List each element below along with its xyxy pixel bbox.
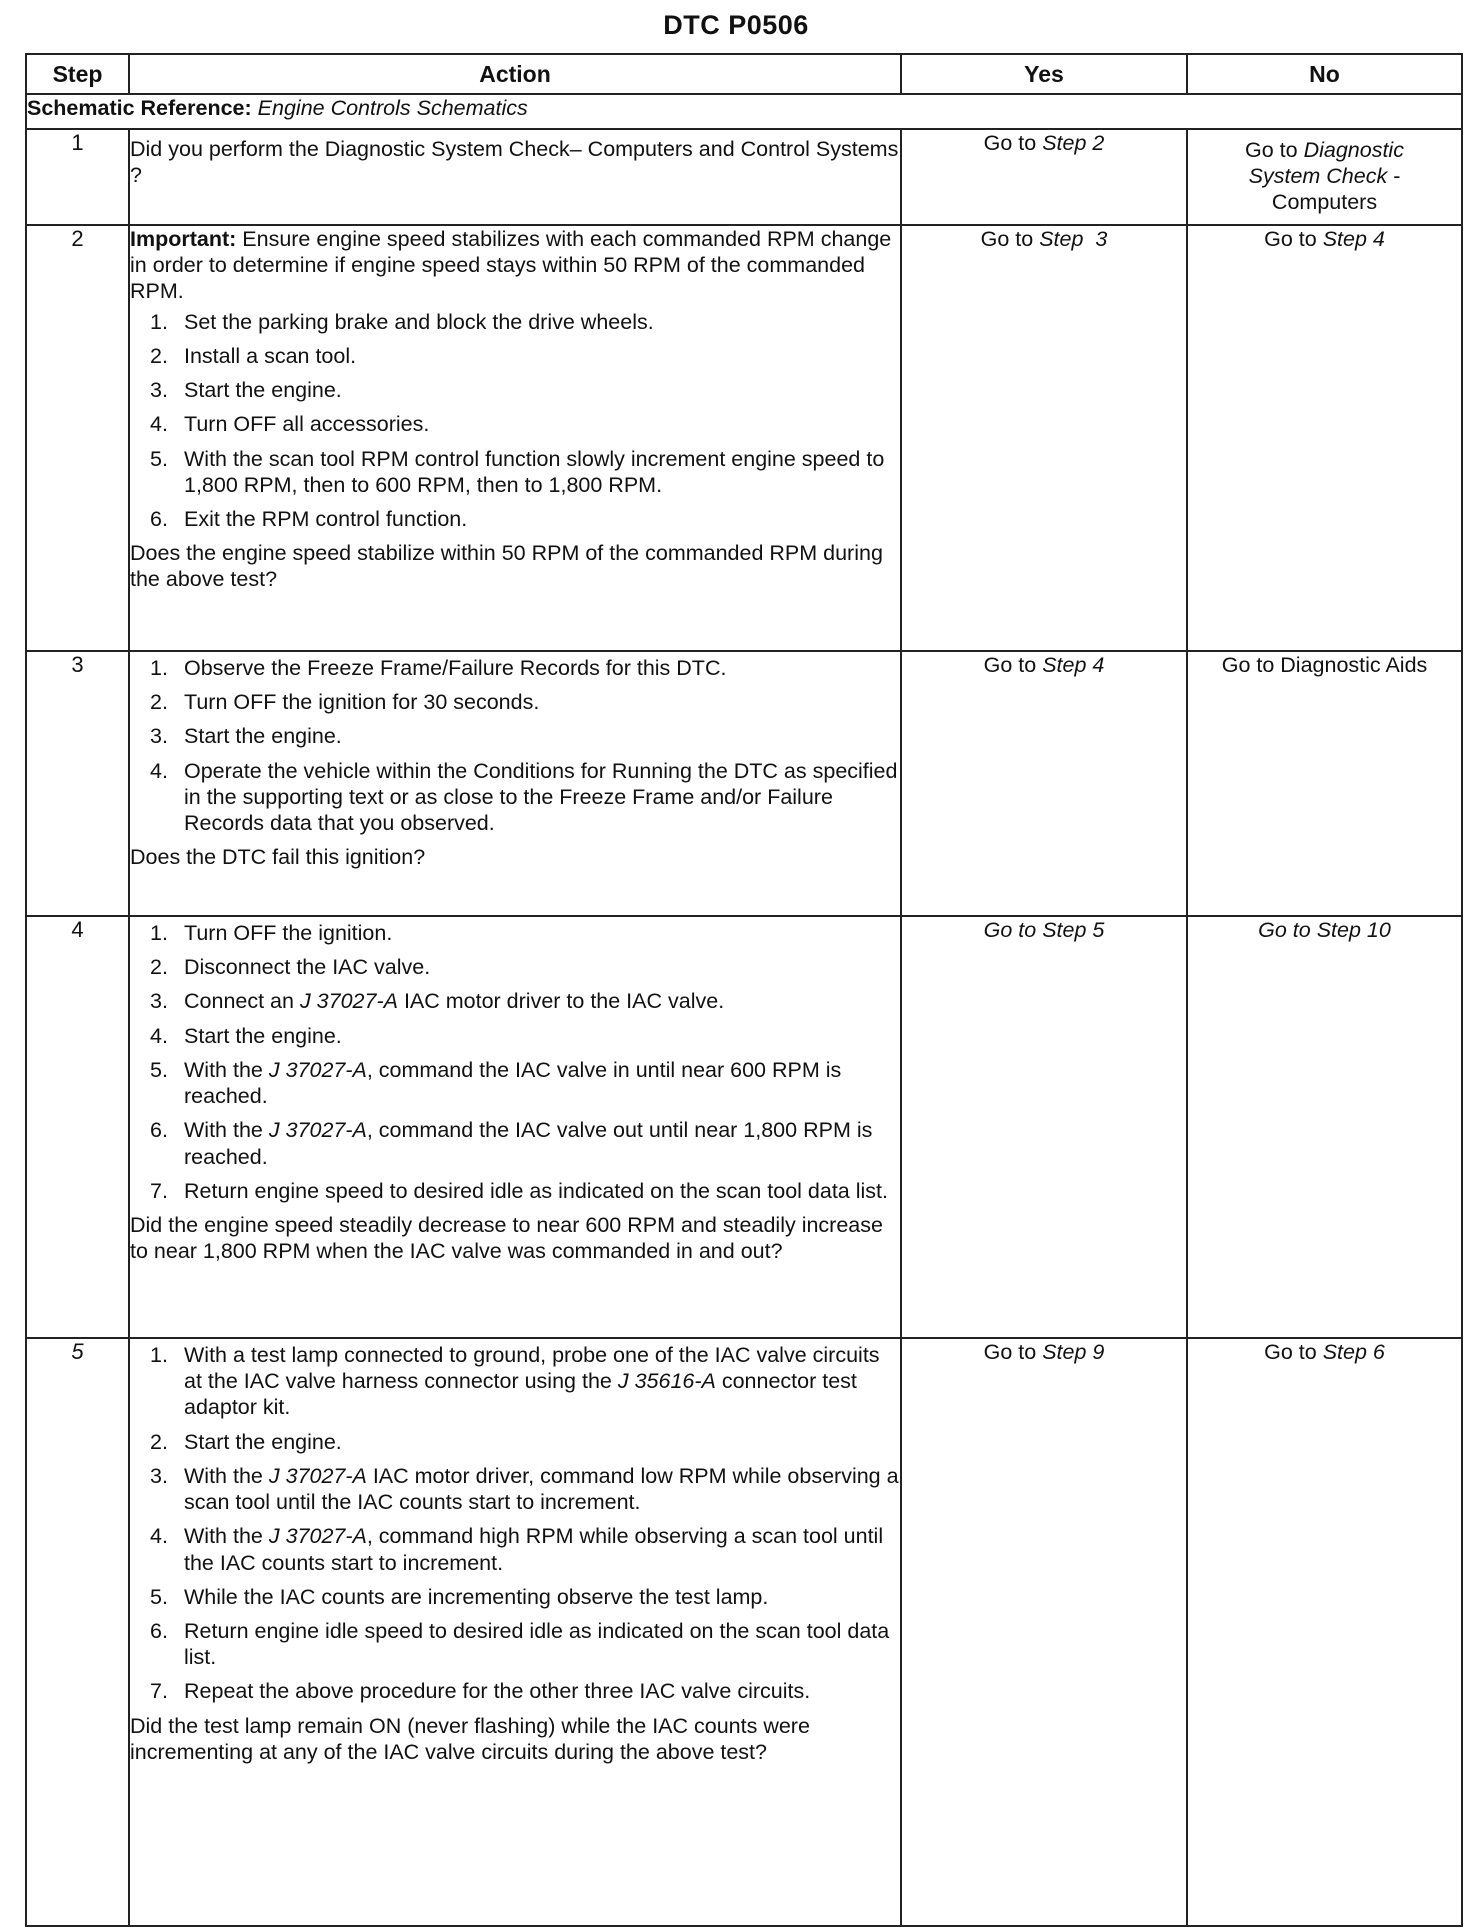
item-text: Set the parking brake and block the drive wheels. <box>184 309 654 334</box>
item-number: 3. <box>150 989 168 1014</box>
item-number: 5. <box>150 446 168 471</box>
list-item <box>130 988 900 1014</box>
step-list <box>130 920 900 1204</box>
item-number: 4. <box>150 412 168 437</box>
header-yes: Yes <box>901 54 1187 94</box>
item-text: Turn OFF the ignition. <box>184 921 393 945</box>
tool-ref: J 37027-A <box>268 1057 367 1082</box>
item-text: With the <box>184 1118 269 1143</box>
item-number: 3. <box>150 724 168 749</box>
tool-ref: J 37027-A <box>268 1524 367 1549</box>
important-note <box>130 226 900 305</box>
item-text: Start the engine. <box>184 724 342 749</box>
step-question: Does the engine speed stabilize within 50 RPM of the commanded RPM during the above test? <box>130 541 883 592</box>
yes-prefix: Go to <box>980 227 1040 251</box>
table-row <box>26 651 1462 916</box>
item-number: 5. <box>150 1584 168 1609</box>
yes-text: Go to Step 5 <box>983 918 1105 942</box>
yes-step: Step 9 <box>1042 1340 1105 1364</box>
header-step: Step <box>26 54 129 94</box>
item-number: 7. <box>150 1679 168 1704</box>
item-number: 5. <box>150 1057 168 1082</box>
item-number: 2. <box>150 343 168 368</box>
item-number: 1. <box>150 921 168 945</box>
item-number: 4. <box>150 1524 168 1549</box>
table-row <box>26 1338 1462 1926</box>
item-text: With the <box>184 1057 269 1082</box>
list-item <box>130 1429 900 1455</box>
item-number: 6. <box>150 1118 168 1143</box>
list-item <box>130 1178 900 1204</box>
list-item <box>130 758 900 837</box>
no-prefix: Go to <box>1264 227 1323 251</box>
item-text: Exit the RPM control function. <box>184 506 468 531</box>
list-item <box>130 343 900 369</box>
step-number: 4 <box>26 916 129 1338</box>
tool-ref: J 37027-A <box>299 989 398 1014</box>
step-question: Did the engine speed steadily decrease to near 600 RPM and steadily increase to near 1,800 RPM when the IAC valve was commanded in and out? <box>130 1212 883 1264</box>
list-item <box>130 655 900 681</box>
no-link-2: System Check <box>1248 163 1388 188</box>
list-item <box>130 446 900 498</box>
action-cell <box>129 225 901 651</box>
item-number: 4. <box>150 758 168 783</box>
list-item <box>130 1618 900 1670</box>
no-suffix-2: Computers <box>1271 189 1378 214</box>
item-text: Observe the Freeze Frame/Failure Records for this DTC. <box>184 656 727 680</box>
item-number: 3. <box>150 378 168 403</box>
yes-cell <box>901 916 1187 1338</box>
item-number: 2. <box>150 1429 168 1454</box>
item-number: 7. <box>150 1178 168 1203</box>
item-text: IAC motor driver to the IAC valve. <box>397 989 725 1014</box>
list-item <box>130 411 900 437</box>
item-text: Start the engine. <box>184 1023 342 1048</box>
no-cell <box>1187 1338 1462 1926</box>
page-title: DTC P0506 <box>663 10 809 40</box>
item-text: , command the IAC valve out until near 1,800 RPM is reached. <box>184 1118 873 1169</box>
yes-cell <box>901 225 1187 651</box>
action-cell <box>129 916 901 1338</box>
step-question: Did the test lamp remain ON (never flashing) while the IAC counts were incrementing at any of the IAC valve circuits during the above test? <box>130 1713 810 1764</box>
item-text: While the IAC counts are incrementing observe the test lamp. <box>184 1584 769 1609</box>
no-text: Go to Step 10 <box>1258 918 1391 942</box>
list-item <box>130 689 900 715</box>
table-row <box>26 916 1462 1338</box>
item-number: 1. <box>150 1343 168 1367</box>
list-item <box>130 377 900 403</box>
item-text: IAC motor driver, command low RPM while observing a scan tool until the IAC counts start to increment. <box>184 1463 899 1515</box>
no-prefix: Go to <box>1245 138 1304 162</box>
step-list <box>130 655 900 836</box>
diagnostic-table <box>25 53 1463 1927</box>
no-cell <box>1187 651 1462 916</box>
item-text: Start the engine. <box>184 378 342 403</box>
tool-ref: J 37027-A <box>268 1118 367 1143</box>
action-cell <box>129 651 901 916</box>
list-item <box>130 309 900 335</box>
no-step: Step 4 <box>1322 227 1385 251</box>
no-cell <box>1187 225 1462 651</box>
important-text: Ensure engine speed stabilizes with each commanded RPM change in order to determine if engine speed stays within 50 RPM of the commanded RPM. <box>130 227 892 304</box>
item-text: , command the IAC valve in until near 600 RPM is reached. <box>184 1057 842 1109</box>
list-item <box>130 920 900 946</box>
tool-ref: J 37027-A <box>268 1463 367 1488</box>
yes-prefix: Go to <box>983 131 1043 155</box>
item-text: Install a scan tool. <box>184 343 357 368</box>
list-item <box>130 1584 900 1610</box>
step-number: 1 <box>26 129 129 225</box>
item-text: Connect an <box>184 989 300 1014</box>
table-row <box>26 129 1462 225</box>
step-list <box>130 1342 900 1705</box>
item-text: Start the engine. <box>184 1429 342 1454</box>
no-prefix: Go to <box>1264 1340 1323 1364</box>
item-number: 4. <box>150 1023 168 1048</box>
item-number: 6. <box>150 1618 168 1643</box>
action-cell <box>129 129 901 225</box>
yes-step: Step 2 <box>1042 131 1105 155</box>
item-text: , command high RPM while observing a scan tool until the IAC counts start to increment. <box>184 1524 884 1575</box>
item-text: Turn OFF the ignition for 30 seconds. <box>184 690 540 715</box>
item-number: 2. <box>150 955 168 980</box>
item-text: Return engine speed to desired idle as indicated on the scan tool data list. <box>184 1178 888 1203</box>
step-number: 3 <box>26 651 129 916</box>
schematic-row <box>26 94 1462 129</box>
yes-prefix: Go to <box>983 653 1043 677</box>
schematic-ref-link: Engine Controls Schematics <box>257 96 528 120</box>
item-text: connector test adaptor kit. <box>184 1369 857 1420</box>
no-cell <box>1187 916 1462 1338</box>
list-item <box>130 1523 900 1575</box>
action-cell <box>129 1338 901 1926</box>
yes-step: Step 4 <box>1042 653 1105 677</box>
header-action: Action <box>129 54 901 94</box>
item-text: With a test lamp connected to ground, probe one of the IAC valve circuits at the IAC valve harness connector using the <box>184 1343 880 1394</box>
no-step: Step 6 <box>1322 1340 1385 1364</box>
item-number: 2. <box>150 690 168 715</box>
no-cell <box>1187 129 1462 225</box>
yes-cell <box>901 1338 1187 1926</box>
item-number: 3. <box>150 1463 168 1488</box>
tool-ref: J 35616-A <box>617 1369 716 1394</box>
list-item <box>130 723 900 749</box>
list-item <box>130 1342 900 1421</box>
item-text: With the scan tool RPM control function slowly increment engine speed to 1,800 RPM, then to 600 RPM, then to 1,800 RPM. <box>184 446 885 497</box>
item-text: Repeat the above procedure for the other three IAC valve circuits. <box>184 1679 811 1704</box>
item-number: 1. <box>150 656 168 680</box>
item-text: With the <box>184 1524 269 1549</box>
step-number: 5 <box>26 1338 129 1926</box>
item-text: Disconnect the IAC valve. <box>184 955 431 980</box>
table-header-row <box>26 54 1462 94</box>
schematic-reference <box>26 94 1462 129</box>
list-item <box>130 506 900 532</box>
yes-prefix: Go to <box>983 1340 1043 1364</box>
item-text: Return engine idle speed to desired idle as indicated on the scan tool data list. <box>184 1618 890 1670</box>
step-list <box>130 309 900 533</box>
table-row <box>26 225 1462 651</box>
list-item <box>130 1463 900 1515</box>
yes-cell <box>901 651 1187 916</box>
item-number: 1. <box>150 309 168 334</box>
header-no: No <box>1187 54 1462 94</box>
item-text: Turn OFF all accessories. <box>184 412 430 437</box>
schematic-label: Schematic Reference: <box>27 96 252 120</box>
step-question: Did you perform the Diagnostic System Check– Computers and Control Systems ? <box>130 137 899 188</box>
item-number: 6. <box>150 506 168 531</box>
list-item <box>130 1678 900 1704</box>
important-label: Important: <box>130 227 237 251</box>
list-item <box>130 1023 900 1049</box>
list-item <box>130 1117 900 1169</box>
yes-step: Step 3 <box>1039 227 1108 251</box>
step-question: Does the DTC fail this ignition? <box>130 845 426 870</box>
list-item <box>130 1057 900 1109</box>
no-text: Go to Diagnostic Aids <box>1221 653 1428 677</box>
yes-cell <box>901 129 1187 225</box>
no-suffix-1: - <box>1387 163 1401 188</box>
list-item <box>130 954 900 980</box>
item-text: Operate the vehicle within the Conditions for Running the DTC as specified in the supporting text or as close to the Freeze Frame and/or Failure Records data that you observed. <box>184 758 898 836</box>
item-text: With the <box>184 1463 269 1488</box>
step-number: 2 <box>26 225 129 651</box>
no-link-1: Diagnostic <box>1303 138 1404 162</box>
